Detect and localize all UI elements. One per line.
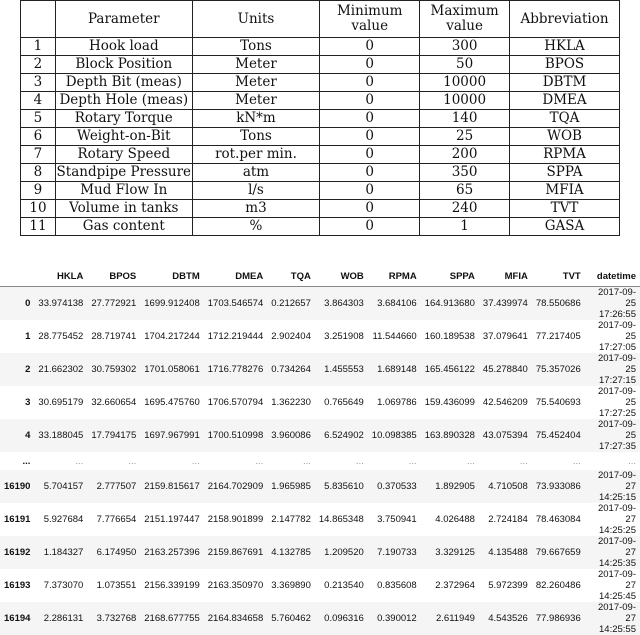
row-index: 4: [21, 92, 56, 110]
table-cell: 2017-09-27 14:25:25: [597, 503, 636, 537]
table-cell: 2163.350970: [207, 580, 264, 592]
table-cell: 240: [420, 200, 510, 218]
table-cell: 1701.058061: [140, 353, 203, 386]
row-index: 16192: [0, 536, 34, 569]
table-row: [21, 164, 620, 182]
table-row: [21, 146, 620, 164]
table-cell: 6.174950: [87, 536, 140, 569]
table-cell: 1699.912408: [140, 287, 203, 321]
table-cell: 159.436099: [424, 397, 475, 408]
table-cell: ...: [519, 455, 528, 467]
table-cell: 0.765649: [324, 397, 364, 408]
table-cell: 0.390012: [368, 602, 421, 635]
table-cell: 0.212657: [267, 287, 315, 321]
row-index: 1: [21, 38, 56, 56]
table-cell: 4.135488: [479, 536, 532, 569]
row-index: 16191: [4, 514, 31, 526]
table-cell: 7.776654: [96, 514, 137, 526]
table-cell: 1.892905: [421, 470, 479, 503]
table-cell: 10000: [420, 92, 510, 110]
table-cell: 50: [420, 56, 510, 74]
table-cell: 4.710508: [479, 470, 532, 503]
column-header: SPPA: [421, 266, 479, 287]
table-cell: 2017-09-25 17:27:35: [585, 419, 640, 452]
table-cell: 3.732768: [87, 602, 140, 635]
parameter-table-header: [21, 1, 620, 38]
table-cell: ...: [628, 455, 636, 467]
table-cell: ...: [191, 455, 200, 467]
table-cell: 4.026488: [435, 514, 475, 526]
row-index: 4: [0, 419, 34, 452]
row-index: 2: [21, 56, 56, 74]
table-cell: 140: [420, 110, 510, 128]
table-cell: 165.456122: [421, 353, 479, 386]
table-cell: Depth Bit (meas): [55, 74, 192, 92]
table-cell: 11.544660: [372, 331, 417, 342]
table-cell: 2164.834658: [204, 602, 267, 635]
table-cell: ...: [355, 455, 364, 467]
table-cell: 82.260486: [535, 580, 581, 592]
table-cell: 4.543526: [479, 602, 532, 635]
table-cell: Depth Hole (meas): [55, 92, 192, 110]
table-cell: 1704.217244: [144, 331, 200, 342]
column-header: [0, 266, 34, 287]
table-cell: 2017-09-25 17:27:25: [597, 386, 636, 419]
column-header: HKLA: [34, 266, 87, 287]
table-cell: 10000: [420, 74, 510, 92]
table-cell: Rotary Torque: [55, 110, 192, 128]
table-row: [21, 74, 620, 92]
table-cell: 0.734264: [267, 353, 315, 386]
table-cell: 0: [320, 128, 420, 146]
table-cell: GASA: [510, 218, 620, 236]
table-row: [0, 386, 640, 419]
table-cell: Volume in tanks: [55, 200, 192, 218]
table-cell: 32.660654: [91, 397, 137, 408]
table-cell: 2164.702909: [204, 470, 267, 503]
table-cell: Block Position: [55, 56, 192, 74]
table-cell: 300: [420, 38, 510, 56]
table-row: [21, 128, 620, 146]
table-cell: 2.724184: [488, 514, 528, 526]
table-cell: Weight-on-Bit: [55, 128, 192, 146]
column-header: Parameter: [55, 1, 192, 38]
table-cell: 33.974138: [34, 287, 87, 321]
table-row: [21, 56, 620, 74]
table-cell: 78.463084: [535, 514, 581, 526]
table-cell: 45.278840: [479, 353, 532, 386]
table-cell: 0.835608: [377, 580, 417, 592]
table-cell: ...: [128, 455, 137, 467]
table-cell: 2.286131: [34, 602, 87, 635]
row-index: 0: [0, 287, 34, 321]
column-header: TQA: [267, 266, 315, 287]
table-cell: 1.965985: [267, 470, 315, 503]
table-cell: 42.546209: [482, 397, 528, 408]
row-index: 10: [21, 200, 56, 218]
row-index: ...: [22, 455, 31, 467]
table-cell: 28.719741: [91, 331, 137, 342]
column-header: WOB: [315, 266, 368, 287]
table-cell: ...: [466, 455, 475, 467]
table-cell: 5.760462: [267, 602, 315, 635]
table-cell: 0.370533: [368, 470, 421, 503]
table-cell: BPOS: [510, 56, 620, 74]
table-cell: 2017-09-25 17:26:55: [585, 287, 640, 321]
table-cell: 0: [320, 164, 420, 182]
table-row: [0, 503, 640, 536]
table-cell: atm: [192, 164, 320, 182]
table-cell: 1697.967991: [140, 419, 203, 452]
row-index: 3: [25, 397, 31, 408]
table-cell: 43.075394: [479, 419, 532, 452]
row-index: 6: [21, 128, 56, 146]
table-cell: 10.098385: [368, 419, 421, 452]
table-cell: 1700.510998: [204, 419, 267, 452]
column-header: Maximum value: [420, 1, 510, 38]
table-cell: 3.251908: [324, 331, 364, 342]
column-header: [21, 1, 56, 38]
row-index: 1: [25, 331, 31, 342]
table-cell: TVT: [510, 200, 620, 218]
table-cell: Tons: [192, 38, 320, 56]
table-cell: ...: [408, 455, 417, 467]
table-cell: 0: [320, 74, 420, 92]
table-cell: 2.372964: [435, 580, 475, 592]
table-row: [21, 92, 620, 110]
column-header: MFIA: [479, 266, 532, 287]
table-cell: 2.902404: [271, 331, 311, 342]
table-cell: 3.750941: [377, 514, 417, 526]
table-cell: 65: [420, 182, 510, 200]
table-cell: 33.188045: [34, 419, 87, 452]
table-cell: ...: [302, 455, 311, 467]
row-index: 5: [21, 110, 56, 128]
table-cell: DMEA: [510, 92, 620, 110]
table-cell: 78.550686: [532, 287, 585, 321]
row-index: 2: [0, 353, 34, 386]
column-header: Abbreviation: [510, 1, 620, 38]
table-row: [0, 353, 640, 386]
table-cell: 3.329125: [421, 536, 479, 569]
table-row: [21, 200, 620, 218]
table-cell: 1712.219444: [207, 331, 264, 342]
table-cell: 75.452404: [532, 419, 585, 452]
table-cell: 4.132785: [267, 536, 315, 569]
table-cell: WOB: [510, 128, 620, 146]
table-cell: 79.667659: [532, 536, 585, 569]
table-row: [21, 218, 620, 236]
table-cell: 1.069786: [377, 397, 417, 408]
table-cell: Meter: [192, 56, 320, 74]
table-cell: 2151.197447: [144, 514, 200, 526]
table-cell: 2017-09-25 17:27:05: [597, 320, 636, 353]
table-cell: 1.689148: [368, 353, 421, 386]
row-index: 9: [21, 182, 56, 200]
row-index: 16190: [0, 470, 34, 503]
table-cell: 30.695179: [38, 397, 84, 408]
table-cell: 5.704157: [34, 470, 87, 503]
column-header: datetime: [585, 266, 640, 287]
table-cell: 75.540693: [535, 397, 581, 408]
row-index: 3: [21, 74, 56, 92]
table-cell: 2017-09-27 14:25:35: [585, 536, 640, 569]
column-header: DMEA: [204, 266, 267, 287]
table-cell: 5.835610: [315, 470, 368, 503]
table-cell: 0: [320, 200, 420, 218]
table-cell: 1.455553: [315, 353, 368, 386]
table-cell: 2168.677755: [140, 602, 203, 635]
column-header: DBTM: [140, 266, 203, 287]
table-row: [0, 287, 640, 321]
table-cell: 163.890328: [421, 419, 479, 452]
row-index: 7: [21, 146, 56, 164]
table-row: [0, 470, 640, 503]
table-cell: 2.611949: [421, 602, 479, 635]
row-index: 8: [21, 164, 56, 182]
table-cell: 25: [420, 128, 510, 146]
dataframe-header: [0, 266, 640, 287]
table-cell: 2017-09-27 14:25:55: [585, 602, 640, 635]
table-cell: 2017-09-27 14:25:15: [585, 470, 640, 503]
table-cell: 0: [320, 146, 420, 164]
table-row: [0, 452, 640, 470]
table-cell: Meter: [192, 74, 320, 92]
table-cell: 77.986936: [532, 602, 585, 635]
column-header: BPOS: [87, 266, 140, 287]
table-cell: l/s: [192, 182, 320, 200]
table-cell: 75.357026: [532, 353, 585, 386]
table-cell: 1.362230: [271, 397, 311, 408]
table-row: [21, 182, 620, 200]
table-cell: 5.972399: [488, 580, 528, 592]
column-header: TVT: [532, 266, 585, 287]
table-cell: 3.684106: [368, 287, 421, 321]
table-cell: 30.759302: [87, 353, 140, 386]
table-cell: 77.217405: [535, 331, 581, 342]
row-index: 11: [21, 218, 56, 236]
table-cell: ...: [255, 455, 264, 467]
table-cell: ...: [75, 455, 84, 467]
table-row: [0, 419, 640, 452]
table-cell: Hook load: [55, 38, 192, 56]
table-cell: 37.079641: [482, 331, 528, 342]
table-cell: 1: [420, 218, 510, 236]
table-cell: 1.184327: [34, 536, 87, 569]
parameter-table: [20, 0, 620, 236]
table-cell: 0: [320, 182, 420, 200]
table-cell: 1716.778276: [204, 353, 267, 386]
table-cell: Mud Flow In: [55, 182, 192, 200]
table-cell: 350: [420, 164, 510, 182]
table-cell: 1706.570794: [207, 397, 264, 408]
row-index: 16194: [0, 602, 34, 635]
table-cell: MFIA: [510, 182, 620, 200]
table-cell: 2156.339199: [144, 580, 200, 592]
table-cell: 2.777507: [87, 470, 140, 503]
table-cell: 5.927684: [43, 514, 84, 526]
table-cell: 1.073551: [96, 580, 137, 592]
table-cell: RPMA: [510, 146, 620, 164]
table-row: [0, 320, 640, 353]
table-cell: 1703.546574: [204, 287, 267, 321]
table-cell: 2159.815617: [140, 470, 203, 503]
table-cell: %: [192, 218, 320, 236]
table-cell: Tons: [192, 128, 320, 146]
table-cell: Meter: [192, 92, 320, 110]
table-row: [21, 110, 620, 128]
row-index: 16193: [4, 580, 31, 592]
table-cell: 27.772921: [87, 287, 140, 321]
table-cell: m3: [192, 200, 320, 218]
table-cell: 2159.867691: [204, 536, 267, 569]
dataframe-table: [0, 266, 640, 635]
table-row: [21, 38, 620, 56]
table-cell: 14.865348: [318, 514, 364, 526]
table-cell: Rotary Speed: [55, 146, 192, 164]
table-row: [0, 602, 640, 635]
table-cell: 2158.901899: [207, 514, 264, 526]
table-cell: SPPA: [510, 164, 620, 182]
table-cell: 0: [320, 110, 420, 128]
table-cell: 0.213540: [324, 580, 364, 592]
table-cell: 73.933086: [532, 470, 585, 503]
table-cell: DBTM: [510, 74, 620, 92]
table-cell: Standpipe Pressure: [56, 164, 192, 180]
column-header: Units: [192, 1, 320, 38]
table-cell: 0: [320, 56, 420, 74]
table-cell: 37.439974: [479, 287, 532, 321]
table-cell: 28.775452: [38, 331, 84, 342]
table-cell: 0: [320, 218, 420, 236]
table-cell: 0: [320, 38, 420, 56]
table-cell: 2017-09-27 14:25:45: [597, 569, 636, 603]
column-header: RPMA: [368, 266, 421, 287]
table-cell: rot.per min.: [192, 146, 320, 164]
table-cell: 7.190733: [368, 536, 421, 569]
table-cell: 6.524902: [315, 419, 368, 452]
table-cell: 0.096316: [315, 602, 368, 635]
table-cell: 17.794175: [87, 419, 140, 452]
table-row: [0, 569, 640, 602]
table-cell: HKLA: [510, 38, 620, 56]
table-cell: Gas content: [55, 218, 192, 236]
table-cell: kN*m: [192, 110, 320, 128]
table-cell: 2017-09-25 17:27:15: [585, 353, 640, 386]
table-cell: 21.662302: [34, 353, 87, 386]
table-cell: TQA: [510, 110, 620, 128]
table-cell: 3.864303: [315, 287, 368, 321]
table-cell: 7.373070: [43, 580, 84, 592]
table-cell: 2.147782: [271, 514, 311, 526]
table-cell: 2163.257396: [140, 536, 203, 569]
table-cell: 160.189538: [424, 331, 475, 342]
column-header: Minimum value: [320, 1, 420, 38]
table-cell: 0: [320, 92, 420, 110]
table-cell: 200: [420, 146, 510, 164]
table-row: [0, 536, 640, 569]
table-cell: ...: [572, 455, 581, 467]
table-cell: 3.960086: [267, 419, 315, 452]
table-cell: 164.913680: [421, 287, 479, 321]
table-cell: 3.369890: [271, 580, 311, 592]
table-cell: 1695.475760: [144, 397, 200, 408]
table-cell: 1.209520: [315, 536, 368, 569]
